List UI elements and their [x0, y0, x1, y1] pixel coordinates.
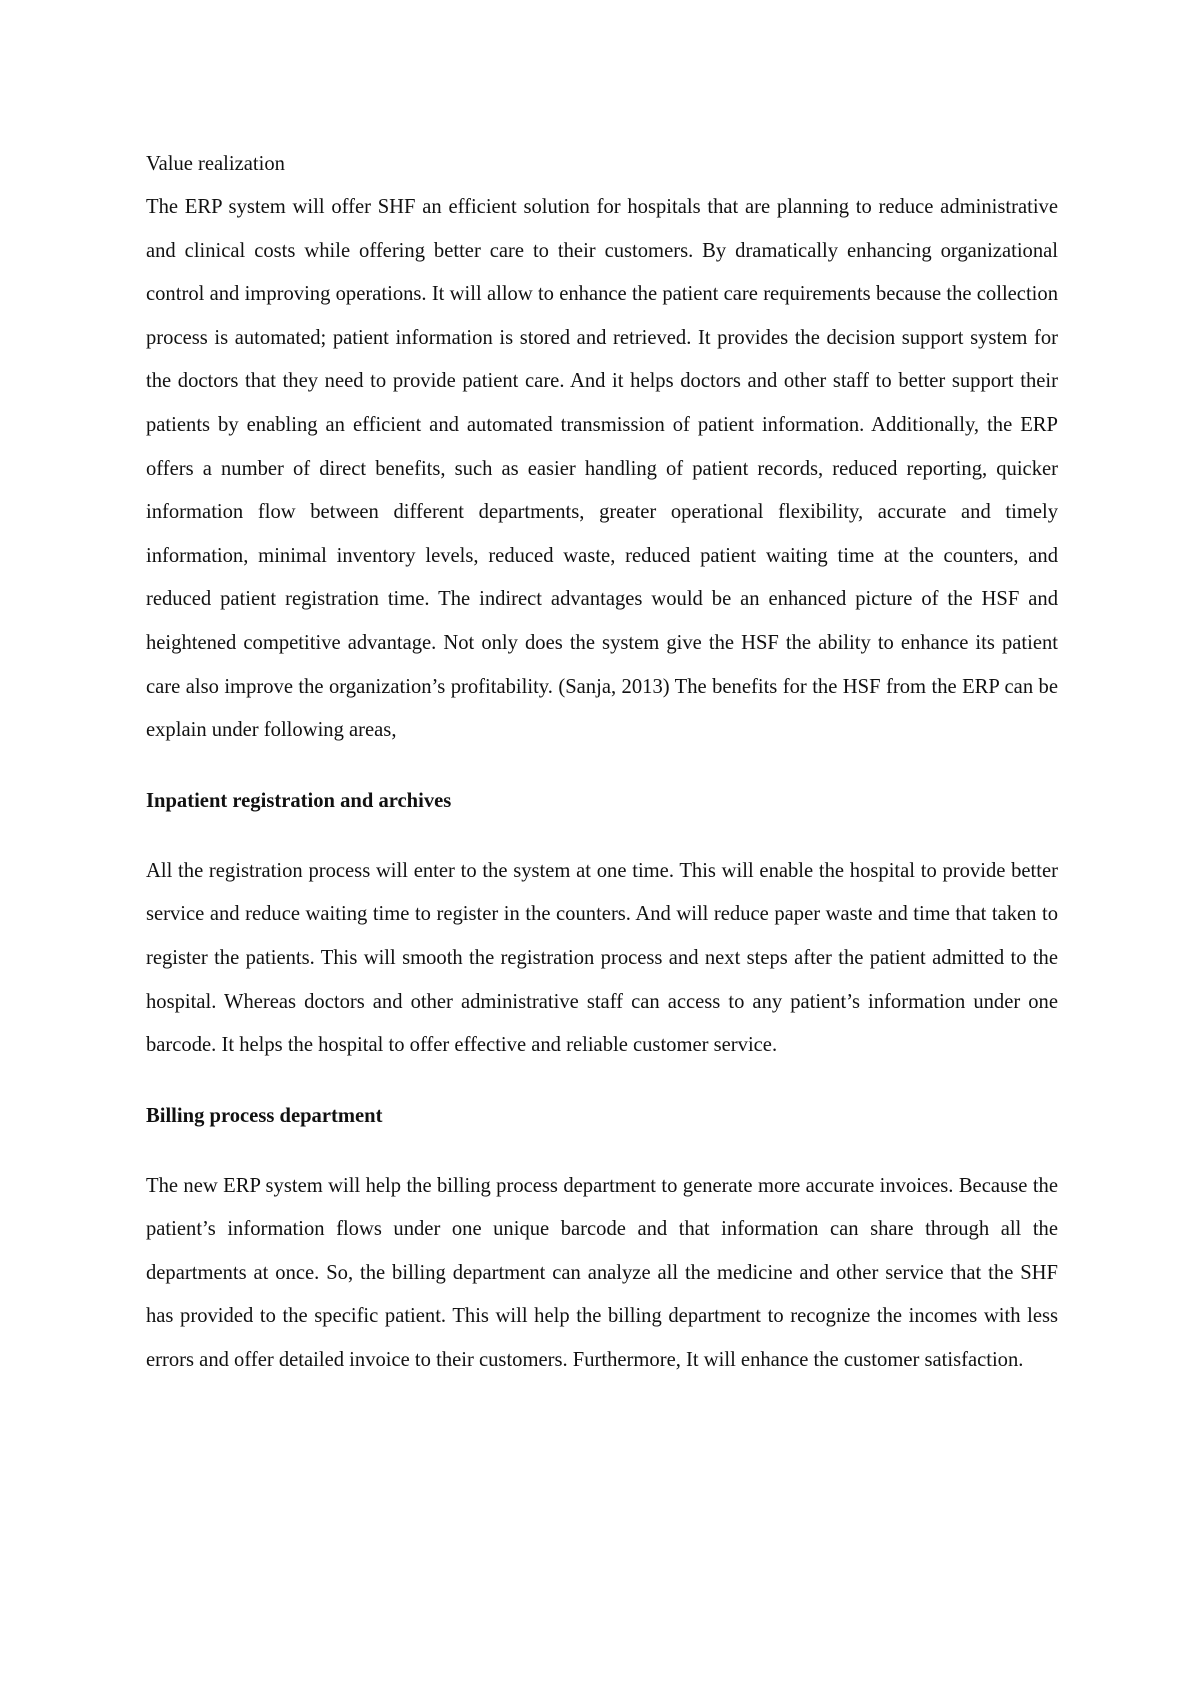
intro-paragraph: The ERP system will offer SHF an efficient solution for hospitals that are planning to reduce administrative and clinical costs while offering better care to their customers. By dramatically enhancing organizational control and improving operations. It will allow to enhance the patient care requirements because the collection process is automated; patient information is stored and retrieved. It provides the decision support system for the doctors that they need to provide patient care. And it helps doctors and other staff to better support their patients by enabling an efficient and automated transmission of patient information. Additionally, the ERP offers a number of direct benefits, such as easier handling of patient records, reduced reporting, quicker information flow between different departments, greater operational flexibility, accurate and timely information, minimal inventory levels, reduced waste, reduced patient waiting time at the counters, and reduced patient registration time. The indirect advantages would be an enhanced picture of the HSF and heightened competitive advantage. Not only does the system give the HSF the ability to enhance its patient care also improve the organization’s profitability. (Sanja, 2013) The benefits for the HSF from the ERP can be explain under following areas, — [146, 196, 1058, 742]
section-heading-billing-process: Billing process department — [146, 1104, 383, 1127]
document-body — [146, 143, 1058, 1383]
section-label: Value realization — [146, 153, 285, 175]
section-body-inpatient-registration: All the registration process will enter to the system at one time. This will enable the hospital to provide better service and reduce waiting time to register in the counters. And will reduce paper waste and time that taken to register the patients. This will smooth the registration process and next steps after the patient admitted to the hospital. Whereas doctors and other administrative staff can access to any patient’s information under one barcode. It helps the hospital to offer effective and reliable customer service. — [146, 859, 1058, 1057]
section-heading-inpatient-registration: Inpatient registration and archives — [146, 789, 452, 812]
section-body-billing-process: The new ERP system will help the billing process department to generate more accurate invoices. Because the patient’s information flows under one unique barcode and that information can share through all the departments at once. So, the billing department can analyze all the medicine and other service that the SHF has provided to the specific patient. This will help the billing department to recognize the incomes with less errors and offer detailed invoice to their customers. Furthermore, It will enhance the customer satisfaction. — [146, 1174, 1058, 1372]
